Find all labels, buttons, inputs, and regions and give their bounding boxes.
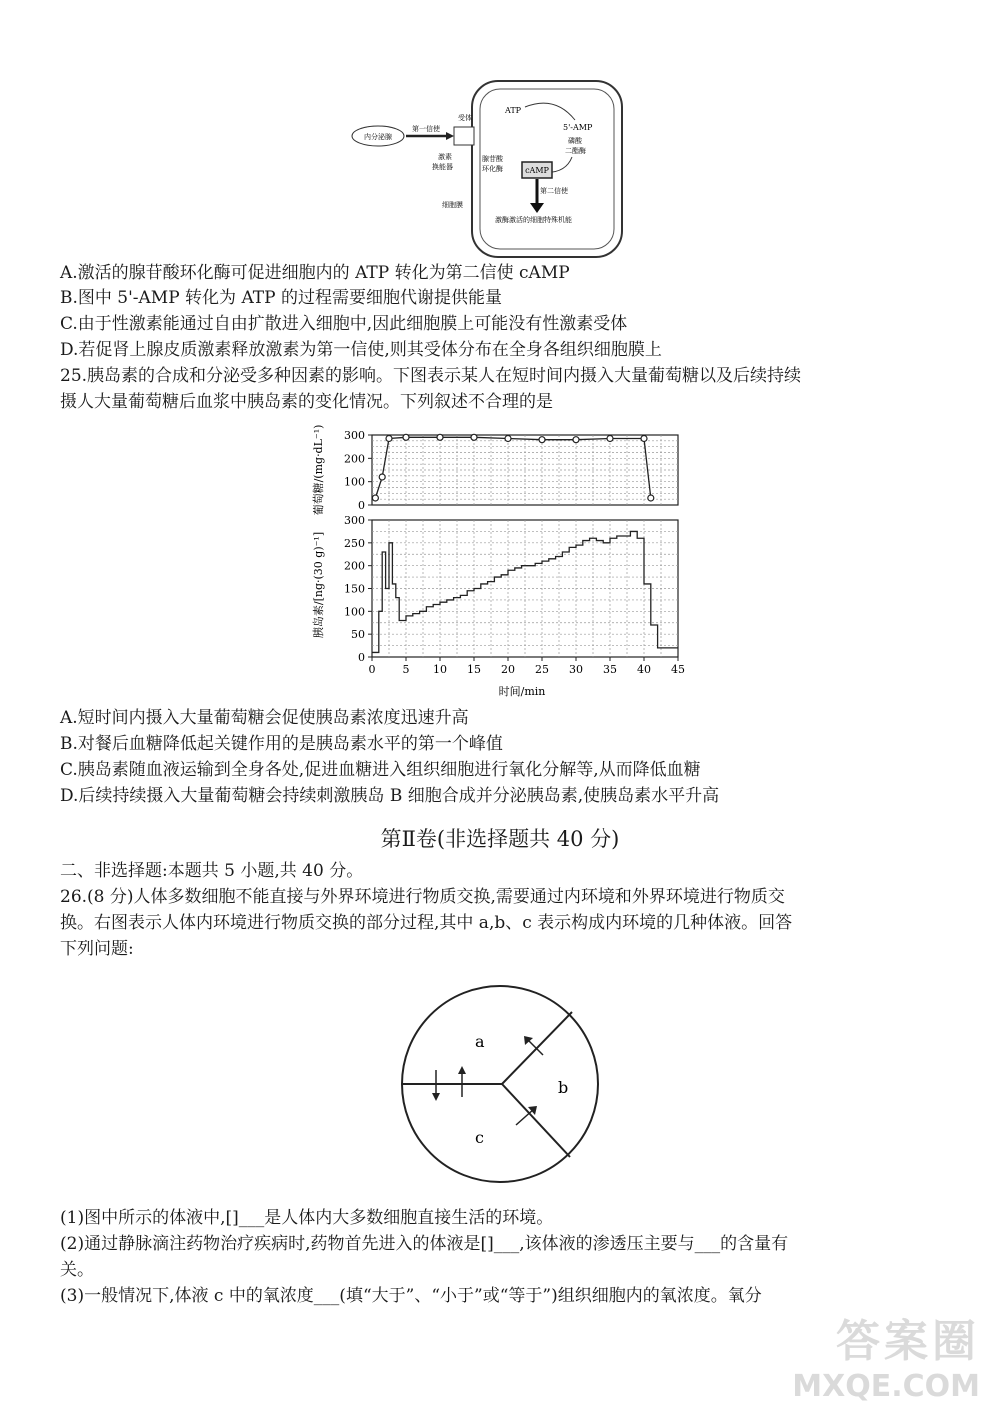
q26-subquestion-2: (2)通过静脉滴注药物治疗疾病时,药物首先进入的体液是[]___,该体液的渗透压主要与___的含量有 [60,1234,789,1254]
insulin-ytick-label: 50 [351,628,365,642]
q25-option-b: B.对餐后血糖降低起关键作用的是胰岛素水平的第一个峰值 [60,734,503,754]
glucose-ytick-label: 300 [344,429,365,442]
q25-stem-line-1: 25.胰岛素的合成和分泌受多种因素的影响。下图表示某人在短时间内摄入大量葡萄糖以及后续持续 [60,366,802,386]
watermark-url: MXQE.COM [792,1369,980,1404]
q25-stem-line-2: 摄人大量葡萄糖后血浆中胰岛素的变化情况。下列叙述不合理的是 [60,392,553,412]
camp-label: cAMP [525,166,549,175]
q26-stem-line-3: 下列问题: [60,939,134,959]
glucose-insulin-chart [300,425,700,700]
arrow-down [432,1070,440,1101]
glucose-point [573,437,579,443]
insulin-ytick-label: 200 [344,559,365,573]
glucose-panel [344,429,678,512]
q24-option-c: C.由于性激素能通过自由扩散进入细胞中,因此细胞膜上可能没有性激素受体 [60,314,628,334]
amp-label: 5'-AMP [563,123,593,132]
insulin-ytick-label: 0 [358,651,365,664]
q24-option-a: A.激活的腺苷酸环化酶可促进细胞内的 ATP 转化为第二信使 cAMP [60,263,570,283]
q24-option-b: B.图中 5'-AMP 转化为 ATP 的过程需要细胞代谢提供能量 [60,288,502,308]
watermark [792,1305,980,1404]
part2-instruction: 二、非选择题:本题共 5 小题,共 40 分。 [60,861,364,881]
part2-title: 第Ⅱ卷(非选择题共 40 分) [380,827,620,851]
receptor-label: 受体 [458,114,472,122]
adenylate-cyclase-label-2: 环化酶 [482,165,503,173]
hormone-converter-label-1: 激素 [438,153,452,161]
endocrine-gland-label: 内分泌腺 [364,133,392,141]
atp-cycle-arrow [525,103,575,120]
insulin-ytick-label: 150 [344,582,365,596]
q26-subquestion-1: (1)图中所示的体液中,[]___是人体内大多数细胞直接生活的环境。 [60,1208,554,1228]
membrane-label: 细胞膜 [442,201,463,209]
q25-option-c: C.胰岛素随血液运输到全身各处,促进血糖进入组织细胞进行氧化分解等,从而降低血糖 [60,760,701,780]
first-messenger-arrowhead [446,132,454,140]
insulin-ylabel: 胰岛素/[ng·(30 g)⁻¹] [312,531,325,639]
glucose-point [403,434,409,440]
atp-label: ATP [505,106,522,115]
q24-option-d: D.若促肾上腺皮质激素释放激素为第一信使,则其受体分布在全身各组织细胞膜上 [60,340,662,360]
insulin-xtick-label: 35 [603,663,617,676]
glucose-point [505,436,511,442]
fluid-label-c: c [475,1128,484,1147]
glucose-point [372,495,378,501]
insulin-xtick-label: 45 [671,663,685,676]
insulin-xtick-label: 30 [569,663,583,676]
q26-stem-line-1: 26.(8 分)人体多数细胞不能直接与外界环境进行物质交换,需要通过内环境和外界环境进行物质交 [60,887,785,907]
glucose-point [607,436,613,442]
insulin-xtick-label: 20 [501,663,515,676]
glucose-ytick-label: 100 [344,475,365,489]
insulin-xtick-label: 25 [535,663,549,676]
fluid-label-a: a [475,1032,485,1051]
insulin-xtick-label: 0 [368,663,376,676]
pde-label-2: 二酯酶 [565,147,586,155]
first-messenger-label: 第一信使 [412,125,440,133]
glucose-ylabel: 葡萄糖/(mg·dL⁻¹) [312,425,325,516]
watermark-logo-text: 答案圈 [836,1316,980,1367]
camp-down-arrowhead [530,203,544,213]
receptor-box [454,127,474,145]
glucose-point [471,434,477,440]
insulin-xtick-label: 10 [433,663,447,676]
glucose-ytick-label: 200 [344,452,365,466]
time-xlabel: 时间/min [498,685,546,698]
insulin-ytick-label: 100 [344,605,365,619]
q26-subquestion-2-cont: 关。 [60,1260,94,1280]
q25-option-a: A.短时间内摄入大量葡萄糖会促使胰岛素浓度迅速升高 [60,708,469,728]
insulin-panel [344,514,685,676]
insulin-xtick-label: 5 [402,663,410,676]
insulin-ytick-label: 300 [344,514,365,527]
glucose-point [379,474,385,480]
fluid-label-b: b [558,1078,569,1097]
arrow-up [458,1066,466,1097]
insulin-ytick-label: 250 [344,536,365,550]
second-messenger-label: 第二信使 [540,187,568,195]
body-fluid-diagram [390,985,610,1195]
glucose-point [648,495,654,501]
glucose-point [437,434,443,440]
q26-subquestion-3: (3)一般情况下,体液 c 中的氧浓度___(填“大于”、“小于”或“等于”)组织细胞内的氧浓度。氧分 [60,1286,762,1306]
glucose-ytick-label: 0 [358,499,365,512]
glucose-point [641,436,647,442]
signal-pathway-diagram [350,75,650,260]
q26-stem-line-2: 换。右图表示人体内环境进行物质交换的部分过程,其中 a,b、c 表示构成内环境的几种体液。回答 [60,913,793,933]
insulin-xtick-label: 40 [637,663,651,676]
q25-option-d: D.后续持续摄入大量葡萄糖会持续刺激胰岛 B 细胞合成并分泌胰岛素,使胰岛素水平升高 [60,786,720,806]
glucose-point [539,437,545,443]
kinase-function-label: 激酶激活的细胞特殊机能 [495,216,572,224]
adenylate-cyclase-label-1: 腺苷酸 [482,155,503,163]
glucose-point [386,436,392,442]
hormone-converter-label-2: 换能器 [432,163,453,171]
pde-label-1: 磷酸 [568,137,582,145]
insulin-xtick-label: 15 [467,663,481,676]
